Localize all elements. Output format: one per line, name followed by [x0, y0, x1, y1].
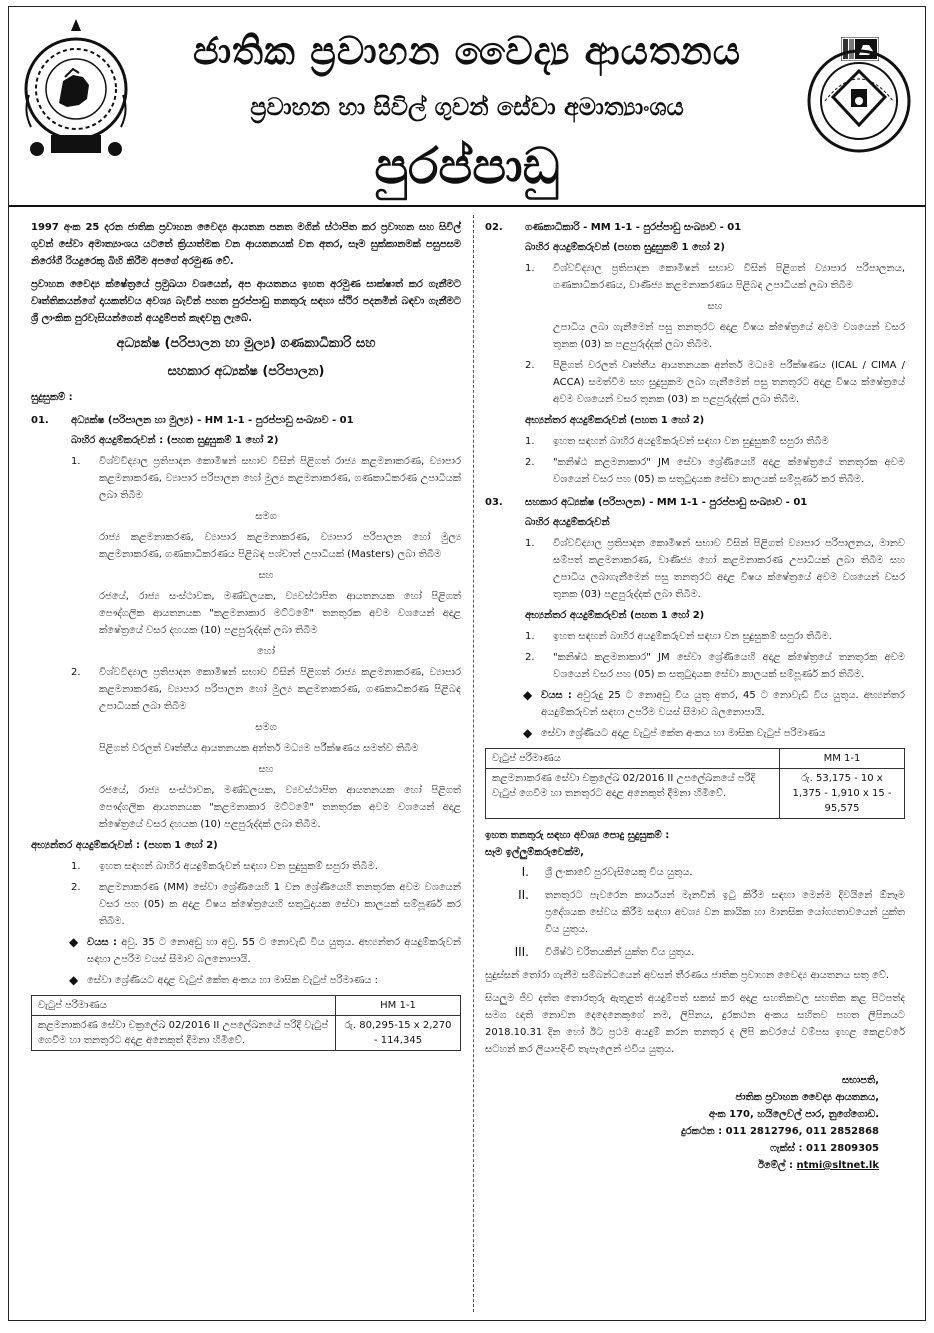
post-2-heading	[485, 219, 905, 236]
general-qualifications-subtitle: සෑම ඉල්ලුම්කරුවෙක්ම,	[485, 847, 584, 858]
signature-line-2: ජාතික ප්‍රවාහන වෛද්‍ය ආයතනය,	[735, 1092, 879, 1103]
post-3-internal-2: "කනිෂ්ඨ කළමනාකාර" JM සේවා ශ්‍රේණියෙහි අදාළ ක්ෂේත්‍රයේ තනතුරක අවම වශයෙන් වසර පහ (05) ක සතුටුදායක සේවා කාලයක් සම්පූර්ණ කර තිබීම.	[553, 652, 905, 680]
list-item: 2. "කනිෂ්ඨ කළමනාකාර" JM සේවා ශ්‍රේණියෙහි අදාළ ක්ෂේත්‍රයේ තනතුරක අවම වශයෙන් වසර පහ (05) ක සතුටුදායක සේවා කාලයක් සම්පූර්ණ කර තිබීම.	[485, 454, 905, 488]
general-req-1: ශ්‍රී ලංකාවේ පුරවැසියෙකු විය යුතුය.	[545, 867, 693, 878]
signature-phone: දුරකථන : 011 2812796, 011 2852868	[681, 1126, 879, 1137]
left-column	[31, 219, 461, 1059]
section-title-line-2: සහකාර අධ්‍යක්ෂ (පරිපාලන)	[167, 364, 325, 379]
section-title-line-1: අධ්‍යක්ෂ (පරිපාලන හා මුල්‍ය) ගණකාධිකාරි සහ	[116, 336, 376, 351]
diamond-bullet-icon: ◆	[69, 973, 79, 987]
salary-scale: රු. 53,175 - 10 x 1,375 - 1,910 x 15 - 95,575	[780, 769, 905, 819]
intro-paragraph-2: ප්‍රවාහන වෛද්‍ය ක්ෂේත්‍රයේ ප්‍රමුඛයා වශයෙන්, අප ආයතනය ඉහත අරමුණ සාක්ෂාත් කර ගැනීමට වෘත්තිකයන්ගේ දායකත්වය අවශ්‍ය බැවින් පහත පුරප්පාඩු තනතුරු සඳහා ස්ථිර පදනමින් බඳවා ගැනීමට ශ්‍රී ලාංකික පුරවැසියන්ගෙන් අයදුම්පත් කැඳවනු ලැබේ.	[31, 279, 461, 324]
post-3-external-label: බාහිර අයදුම්කරුවන්	[525, 517, 610, 528]
header	[9, 7, 925, 207]
conjunction-or: හෝ	[257, 646, 275, 657]
ministry-name: ප්‍රවාහන හා සිවිල් ගුවන් සේවා අමාත්‍යාංශය	[250, 93, 684, 121]
post-3-external-1: විශ්වවිද්‍යාල ප්‍රතිපාදන කොමිෂන් සභාව විසින් පිළිගත් ව්‍යාපාර පරිපාලනය, මානව සම්පත් කළමනාකරණ, වාණිජ්‍ය හෝ කළමනාකරණ උපාධියක් ලබා තිබීම සහ උපාධිය ලබාගැනීමෙන් පසු තනතුරට අදාළ විෂය ක්ෂේත්‍රයේ අවම වශයෙන් වසර තුනක (03) පළපුරුද්දක් ලබා තිබීම.	[553, 538, 905, 600]
diamond-bullet-icon: ◆	[69, 935, 79, 949]
post-1-salary-table	[31, 995, 461, 1051]
post-3-salary-note: ◆ සේවා ශ්‍රේණියට අදාළ වැටුප් කේත අංකය හා මාසික වැටුප් පරිමාණය	[523, 726, 826, 740]
general-req-2: තනතුරට පැවරෙන කාර්යයන් මැනවින් ඉටු කිරීම සඳහා මෙන්ම දිවයිනේ ඕනෑම ප්‍රදේශයක සේවය කිරීම සඳහා අවශ්‍ය වන කායික හා මානසික යෝග්‍යතාවයෙන් යුක්ත විය යුතුය.	[545, 890, 905, 935]
conjunction: සහ	[707, 301, 723, 312]
conjunction: සමග	[255, 722, 277, 733]
signature-email: ඊමේල් : ntmi@sltnet.lk	[757, 1160, 879, 1171]
list-item: 1. ඉහත සඳහන් බාහිර අයදුම්කරුවන් සඳහා වන සුදුසුකම් සපුරා තිබීම	[485, 433, 905, 450]
signature-address: අංක 170, හයිලෙවල් පාර, නුගේගොඩ.	[708, 1109, 879, 1120]
general-qualifications-title: ඉහත තනතුරු සඳහා අවශ්‍ය පොදු සුදුසුකම් :	[485, 830, 670, 841]
signature-line-1: සභාපති,	[841, 1075, 879, 1086]
salary-code: HM 1-1	[336, 996, 461, 1016]
salary-header: වැටුප් පරිමාණය	[486, 749, 780, 769]
post-1-external-2: විශ්වවිද්‍යාල ප්‍රතිපාදන කොමිෂන් සභාව විසින් පිළිගත් රාජ්‍ය කළමනාකරණ, ව්‍යාපාර කළමනාකරණ, ව්‍යාපාර පරිපාලන හෝ මුල්‍ය කළමනාකරණ, ගණකාධිකරණ පිළිබඳ උපාධියක් ලබා තිබීම	[99, 667, 461, 712]
post-2-external-1b: උපාධිය ලබා ගැනීමෙන් පසු තනතුරට අදාළ විෂය ක්ෂේත්‍රයේ අවම වශයෙන් වසර තුනක (03) ක පළපුරුද්දක් ලබා තිබීම.	[553, 322, 905, 350]
post-1-title: අධ්‍යක්ෂ (පරිපාලන හා මුල්‍ය) - HM 1-1 - පුරප්පාඩු සංඛ්‍යාව - 01	[71, 415, 354, 426]
salary-text: කළමනාකරණ සේවා චක්‍රලේඛ 02/2016 II උපලේඛනයේ පරිදි වැටුප් ගෙවීම හා තනතුරට අදාළ අනෙකුත් දීමනා හිමිවේ.	[486, 769, 780, 819]
conjunction: සහ	[258, 764, 274, 775]
salary-header: වැටුප් පරිමාණය	[32, 996, 336, 1016]
post-3-internal-1: ඉහත සඳහන් බාහිර අයදුම්කරුවන් සඳහා වන සුදුසුකම් සපුරා තිබීම.	[553, 631, 832, 642]
list-item: 2. "කනිෂ්ඨ කළමනාකාර" JM සේවා ශ්‍රේණියෙහි අදාළ ක්ෂේත්‍රයේ තනතුරක අවම වශයෙන් වසර පහ (05) ක සතුටුදායක සේවා කාලයක් සම්පූර්ණ කර තිබීම.	[485, 649, 905, 683]
qualifications-label: සුදුසුකම් :	[31, 392, 73, 403]
advertisement-page	[8, 6, 926, 1321]
list-item: 2. පිළිගත් වරලත් වෘත්තීය ආයතනයක අන්තර් මධ්‍යම පරීක්ෂණය (ICAL / CIMA / ACCA) සමත්වීම සහ සුදුසුකම ලබා ගැනීමෙන් පසු තනතුරට අදාළ විෂය ක්ෂේත්‍රයේ අවම වශයෙන් වසර තුනක (03) ක පළපුරුද්දක් ලබා තිබීම.	[485, 357, 905, 408]
post-2-internal-2: "කනිෂ්ඨ කළමනාකාර" JM සේවා ශ්‍රේණියෙහි අදාළ ක්ෂේත්‍රයේ තනතුරක අවම වශයෙන් වසර පහ (05) ක සතුටුදායක සේවා කාලයක් සම්පූර්ණ කර තිබීම.	[553, 457, 905, 485]
salary-scale: රු. 80,295-15 x 2,270 - 114,345	[336, 1016, 461, 1051]
diamond-bullet-icon: ◆	[523, 726, 533, 740]
post-1-external-label: බාහිර අයදුම්කරුවන් : (පහත සුදුසුකම් 1 හෝ 2)	[71, 435, 279, 446]
post-1-internal-label: අභ්‍යන්තර අයදුම්කරුවන් : (පහත 1 හෝ 2)	[31, 840, 218, 851]
post-3-internal-label: අභ්‍යන්තර අයදුම්කරුවන් (පහත 1 හෝ 2)	[525, 610, 705, 621]
list-item: 1. විශ්වවිද්‍යාල ප්‍රතිපාදන කොමිෂන් සභාව විසින් පිළිගත් ව්‍යාපාර පරිපාලනය, ගණකාධිකරණය, වාණිජ්‍ය කළමනාකරණය පිළිබඳ උපාධියක් ලබා තිබීම	[485, 260, 905, 294]
sri-lanka-emblem-icon	[17, 15, 135, 161]
institute-title: ජාතික ප්‍රවාහන වෛද්‍ය ආයතනය	[192, 29, 742, 73]
general-req-3: විශිෂ්ට චරිතයකින් යුක්ත විය යුතුය.	[545, 947, 695, 958]
post-2-external-1: විශ්වවිද්‍යාල ප්‍රතිපාදන කොමිෂන් සභාව විසින් පිළිගත් ව්‍යාපාර පරිපාලනය, ගණකාධිකරණය, වාණිජ්‍ය කළමනාකරණය පිළිබඳ උපාධියක් ලබා තිබීම	[553, 263, 905, 291]
post-1-external-1c: රජයේ, රාජ්‍ය සංස්ථාවක, මණ්ඩලයක, ව්‍යවස්ථාපිත ආයතනයක හෝ පිළිගත් පෞද්ගලික ආයතනයක "කළමනාකාර මට්ටමේ" තනතුරක අවම වශයෙන් අදාළ ක්ෂේත්‍රයේ වසර දහයක (10) පළපුරුද්දක් ලබා තිබීම	[99, 591, 461, 636]
post-1-number: 01.	[31, 415, 49, 426]
right-column	[485, 219, 905, 1174]
application-instructions: සියලුම ජීව දත්ත තොරතුරු ඇතුළත් අයදුම්පත් සකස් කර අදාළ සහතිකවල සහතික කළ පිටපත්ද සමග ඥාති නොවන දෙදෙනෙකුගේ නම, ලිපිනය, දුරකථන අංකය සහිතව පහත ලිපිනයට 2018.10.31 දින හෝ ඊට ප්‍රථම අයදුම් කරන තනතුර ද ලිපි කවරයේ වම්පස ඉහළ කෙළවරේ සටහන් කර ලියාපදිංචි තැපෑලෙන් එවිය යුතුය.	[485, 993, 905, 1055]
post-3-salary-table	[485, 748, 905, 819]
list-item: I. ශ්‍රී ලංකාවේ පුරවැසියෙකු විය යුතුය.	[485, 864, 905, 881]
post-3-title: සහකාර අධ්‍යක්ෂ (පරිපාලන) - MM 1-1 - පුරප්පාඩු සංඛ්‍යාව - 01	[525, 497, 808, 508]
post-2-internal-label: අභ්‍යන්තර අයදුම්කරුවන් (පහත 1 හෝ 2)	[525, 415, 705, 426]
conjunction: සහ	[258, 570, 274, 581]
selection-note: සුදුස්සන් තෝරා ගැනීම සම්බන්ධයෙන් අවසන් තීරණය ජාතික ප්‍රවාහන වෛද්‍ය ආයතනය සතු වේ.	[485, 970, 890, 981]
post-2-external-label: බාහිර අයදුම්කරුවන් (පහත සුදුසුකම් 1 හෝ 2)	[525, 242, 725, 253]
post-1-external-2b: පිළිගත් වරලත් වෘත්තීය ආයතනයක අන්තර් මධ්‍යම පරීක්ෂණය සමත්ව තිබීම	[99, 743, 419, 754]
post-3-number: 03.	[485, 497, 503, 508]
salary-text: කළමනාකරණ සේවා චක්‍රලේඛ 02/2016 II උපලේඛනයේ පරිදි වැටුප් ගෙවීම හා තනතුරට අදාළ අනෙකුත් දීමනා හිමිවේ.	[32, 1016, 336, 1051]
vacancies-heading: පුරප්පාඩු	[374, 137, 560, 195]
post-3-age: ◆ වයස : අවුරුදු 25 ට නොඅඩු විය යුතු අතර, 45 ට නොවැඩි විය යුතුය. අභ්‍යන්තර අයදුම්කරුවන් සඳහා උපරිම වයස් සීමාව බලනොපායි.	[523, 687, 905, 721]
post-1-external-2c: රජයේ, රාජ්‍ය සංස්ථාවක, මණ්ඩලයක, ව්‍යවස්ථාපිත ආයතනයක හෝ පිළිගත් පෞද්ගලික ආයතනයක "කළමනාකාර මට්ටමේ" තනතුරක අවම වශයෙන් අදාළ ක්ෂේත්‍රයේ වසර දහයක (10) පළපුරුද්දක් ලබා තිබීම.	[99, 785, 461, 830]
post-1-external-1b: රාජ්‍ය කළමනාකරණ, ව්‍යාපාර කළමනාකරණ, ව්‍යාපාර පරිපාලන හෝ මුල්‍ය කළමනාකරණ, ගණකාධිකරණය පිළිබඳ පශ්චාත් උපාධියක් (Masters) ලබා තිබීම	[99, 532, 461, 560]
post-1-heading	[31, 412, 461, 429]
body-columns	[9, 207, 925, 1320]
email-link[interactable]: ntmi@sltnet.lk	[796, 1160, 879, 1171]
list-item: 1. ඉහත සඳහන් බාහිර අයදුම්කරුවන් සඳහා වන සුදුසුකම් සපුරා තිබීම.	[485, 628, 905, 645]
list-item: III. විශිෂ්ට චරිතයකින් යුක්ත විය යුතුය.	[485, 944, 905, 961]
post-2-internal-1: ඉහත සඳහන් බාහිර අයදුම්කරුවන් සඳහා වන සුදුසුකම් සපුරා තිබීම	[553, 436, 829, 447]
list-item: 2. විශ්වවිද්‍යාල ප්‍රතිපාදන කොමිෂන් සභාව විසින් පිළිගත් රාජ්‍ය කළමනාකරණ, ව්‍යාපාර කළමනාකරණ, ව්‍යාපාර පරිපාලන හෝ මුල්‍ය කළමනාකරණ, ගණකාධිකරණ පිළිබඳ උපාධියක් ලබා තිබීම	[31, 664, 461, 715]
post-1-internal-1: ඉහත සඳහන් බාහිර අයදුම්කරුවන් සඳහා වන සුදුසුකම් සපුරා තිබීම.	[99, 861, 378, 872]
conjunction: සමග	[255, 511, 277, 522]
list-item: II. තනතුරට පැවරෙන කාර්යයන් මැනවින් ඉටු කිරීම සඳහා මෙන්ම දිවයිනේ ඕනෑම ප්‍රදේශයක සේවය කිරීම සඳහා අවශ්‍ය වන කායික හා මානසික යෝග්‍යතාවයෙන් යුක්ත විය යුතුය.	[485, 887, 905, 938]
signature-fax: ෆැක්ස් : 011 2809305	[770, 1143, 879, 1154]
diamond-bullet-icon: ◆	[523, 688, 533, 702]
column-divider	[473, 215, 474, 1312]
signature-block	[485, 1072, 905, 1174]
intro-paragraph-1: 1997 අංක 25 දරන ජාතික ප්‍රවාහන වෛද්‍ය ආයතන පනත මගින් ස්ථාපිත කර ප්‍රවාහන සහ සිවිල් ගුවන් සේවා අමාත්‍යාංශය යටතේ ක්‍රියාත්මක වන ආයතනයක් වන අතර, සෑම සුක්කානමක් පසුපසම නිරෝගී රියදුරෙකු බිහි කිරීම අපගේ අරමුණ වේ.	[31, 222, 461, 267]
post-2-title: ගණකාධිකාරි - MM 1-1 - පුරප්පාඩු සංඛ්‍යාව - 01	[525, 222, 742, 233]
post-3-heading	[485, 494, 905, 511]
salary-code: MM 1-1	[780, 749, 905, 769]
list-item: 1. විශ්වවිද්‍යාල ප්‍රතිපාදන කොමිෂන් සභාව විසින් පිළිගත් ව්‍යාපාර පරිපාලනය, මානව සම්පත් කළමනාකරණ, වාණිජ්‍ය හෝ කළමනාකරණ උපාධියක් ලබා තිබීම සහ උපාධිය ලබාගැනීමෙන් පසු තනතුරට අදාළ විෂය ක්ෂේත්‍රයේ අවම වශයෙන් වසර තුනක (03) පළපුරුද්දක් ලබා තිබීම.	[485, 535, 905, 603]
post-1-age: ◆ වයස : අවු. 35 ට නොඅඩු හා අවු. 55 ට නොවැඩි විය යුතුය. අභ්‍යන්තර අයදුම්කරුවන් සඳහා උපරිම වයස් සීමාව බලනොපායි.	[69, 934, 461, 968]
post-1-salary-note: ◆ සේවා ශ්‍රේණියට අදාළ වැටුප් කේත අංකය හා මාසික වැටුප් පරිමාණය :	[69, 973, 379, 987]
ntmi-logo-icon	[803, 37, 915, 155]
list-item: 1. විශ්වවිද්‍යාල ප්‍රතිපාදන කොමිෂන් සභාව විසින් පිළිගත් රාජ්‍ය කළමනාකරණ, ව්‍යාපාර කළමනාකරණ, ව්‍යාපාර පරිපාලන හෝ මුල්‍ය කළමනාකරණ, ගණකාධිකරණ උපාධියක් ලබා තිබීම	[31, 453, 461, 504]
post-2-number: 02.	[485, 222, 503, 233]
post-1-external-1: විශ්වවිද්‍යාල ප්‍රතිපාදන කොමිෂන් සභාව විසින් පිළිගත් රාජ්‍ය කළමනාකරණ, ව්‍යාපාර කළමනාකරණ, ව්‍යාපාර පරිපාලන හෝ මුල්‍ය කළමනාකරණ, ගණකාධිකරණ උපාධියක් ලබා තිබීම	[99, 456, 461, 501]
list-item: 2. කළමනාකරණ (MM) සේවා ශ්‍රේණියෙහි 1 වන ශ්‍රේණියෙහි තනතුරක අවම වශයෙන් වසර පහ (05) ක අදාළ විෂය ක්ෂේත්‍රයෙහි සතුටුදායක සේවා කාලයක් සම්පූර්ණ කර තිබීම.	[31, 879, 461, 930]
post-1-internal-2: කළමනාකරණ (MM) සේවා ශ්‍රේණියෙහි 1 වන ශ්‍රේණියෙහි තනතුරක අවම වශයෙන් වසර පහ (05) ක අදාළ විෂය ක්ෂේත්‍රයෙහි සතුටුදායක සේවා කාලයක් සම්පූර්ණ කර තිබීම.	[99, 882, 461, 927]
list-item: 1. ඉහත සඳහන් බාහිර අයදුම්කරුවන් සඳහා වන සුදුසුකම් සපුරා තිබීම.	[31, 858, 461, 875]
post-2-external-2: පිළිගත් වරලත් වෘත්තීය ආයතනයක අන්තර් මධ්‍යම පරීක්ෂණය (ICAL / CIMA / ACCA) සමත්වීම සහ සුදුසුකම ලබා ගැනීමෙන් පසු තනතුරට අදාළ විෂය ක්ෂේත්‍රයේ අවම වශයෙන් වසර තුනක (03) ක පළපුරුද්දක් ලබා තිබීම.	[553, 360, 905, 405]
